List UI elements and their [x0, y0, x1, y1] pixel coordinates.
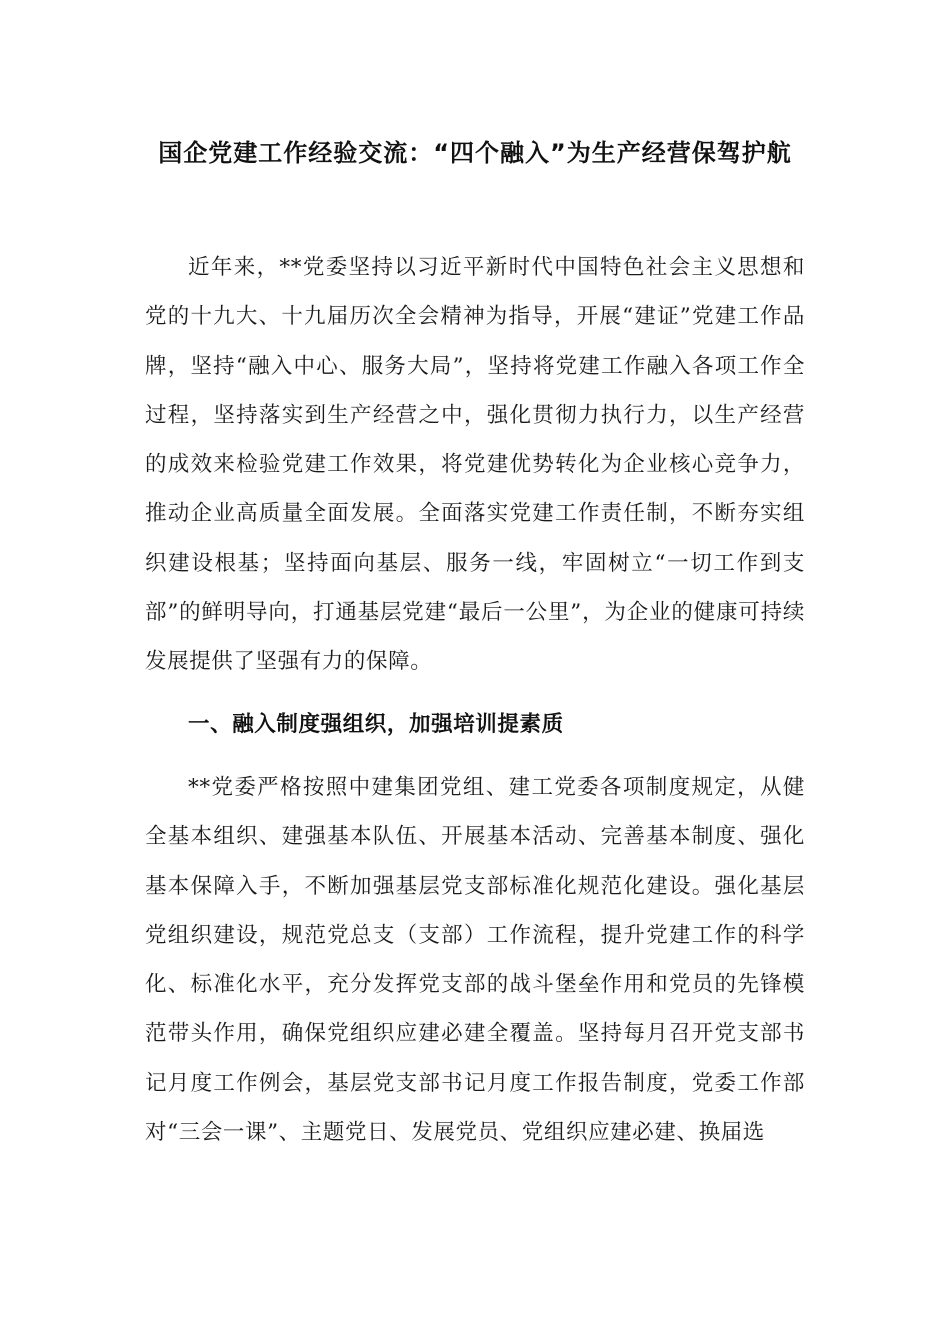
section-paragraph: **党委严格按照中建集团党组、建工党委各项制度规定，从健全基本组织、建强基本队伍、开展基本活动、完善基本制度、强化基本保障入手，不断加强基层党支部标准化规范化建设。强化基层党组织建设，规范党总支（支部）工作流程，提升党建工作的科学化、标准化水平，充分发挥党支部的战斗堡垒作用和党员的先锋模范带头作用，确保党组织应建必建全覆盖。坚持每月召开党支部书记月度工作例会，基层党支部书记月度工作报告制度，党委工作部对“三会一课”、主题党日、发展党员、党组织应建必建、换届选	[145, 775, 805, 1146]
intro-paragraph: 近年来，**党委坚持以习近平新时代中国特色社会主义思想和党的十九大、十九届历次全会精神为指导，开展“建证”党建工作品牌，坚持“融入中心、服务大局”，坚持将党建工作融入各项工作全过程，坚持落实到生产经营之中，强化贯彻力执行力，以生产经营的成效来检验党建工作效果，将党建优势转化为企业核心竞争力，推动企业高质量全面发展。全面落实党建工作责任制，不断夯实组织建设根基；坚持面向基层、服务一线，牢固树立“一切工作到支部”的鲜明导向，打通基层党建“最后一公里”，为企业的健康可持续发展提供了坚强有力的保障。	[145, 255, 805, 675]
section-heading: 一、融入制度强组织，加强培训提素质	[188, 712, 564, 737]
document-title: 国企党建工作经验交流：“四个融入”为生产经营保驾护航	[158, 139, 792, 167]
